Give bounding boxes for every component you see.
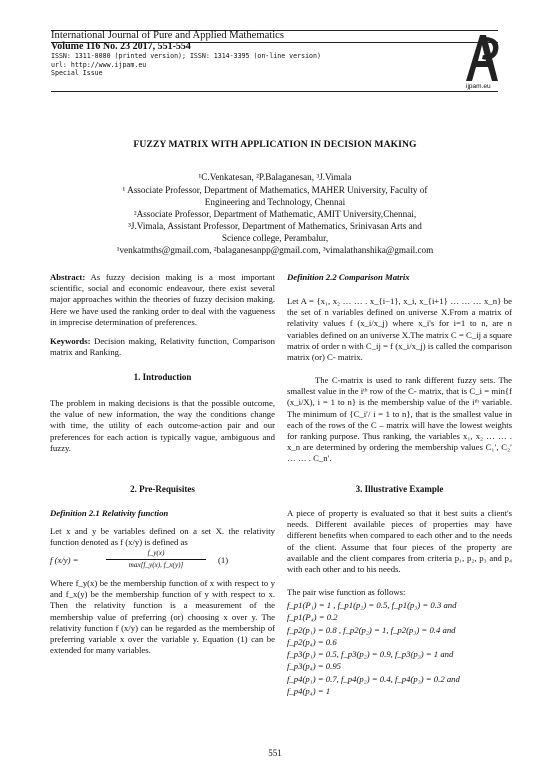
header-bottom-rule — [51, 91, 498, 92]
affiliation-3a: ³J.Vimala, Assistant Professor, Department of Mathematics, Srinivasan Arts and — [128, 221, 422, 231]
pairwise-line: f_p4(p₄) = 1 — [287, 686, 331, 697]
pairwise-line: f_p4(p₁) = 0.7, f_p4(p₂) = 0.4, f_p4(p₃) = 0.2 and — [287, 673, 460, 684]
affiliation-3b: Science college, Perambalur, — [221, 233, 329, 243]
pairwise-line: f_p2(p₁) = 0.8 , f_p2(p₂) = 1, f_p2(p₃) = 0.4 and — [287, 624, 456, 635]
keywords-text: Decision making, Relativity function, Comparison matrix and Ranking. — [50, 336, 275, 358]
abstract-label: Abstract: — [50, 272, 86, 282]
section-illustrative-example: 3. Illustrative Example — [355, 484, 444, 494]
definition-2-1-body: Where f_y(x) be the membership function of x with respect to y and f_x(y) be the membership function of y with respect to x. Then the relativity function is a measurement of the membership value of preferring (or) choosing x over y. The relativity function f (x/y) can be regarded as the membership of preferring variable x over the variable y. Equation (1) can be extended for many variables. — [50, 578, 275, 656]
formula-denominator: max[f_y(x), f_x(y)] — [128, 561, 184, 569]
keywords — [50, 336, 275, 358]
definition-2-2-title: Definition 2.2 Comparison Matrix — [287, 272, 410, 282]
volume-line: Volume 116 No. 23 2017, 551-554 — [51, 41, 191, 52]
pairwise-line: f_p3(p₁) = 0.5, f_p3(p₂) = 0.9, f_p3(p₃) = 1 and — [287, 649, 454, 660]
abstract — [50, 272, 275, 328]
pairwise-line: f_p1(P₄) = 0.2 — [287, 612, 338, 623]
pairwise-line: f_p1(P₁) = 1 , f_p1(p₂) = 0.5, f_p1(p₃) = 0.3 and — [287, 600, 457, 610]
definition-2-2-body: Let A = {x₁, x₂ … … . x_{i−1}, x_i, x_{i+1} … … … x_n} be the set of n variables defined on universe X.From a matrix of relativity values f (x_i/x_j) where x_i's for i=1 to n, are n variables defined on an universe X.The matrix C = C_ij a square matrix of order n with C_ij = f (x_i/x_j) is called the comparison matrix (or) C- matrix. — [287, 296, 512, 363]
section-prerequisites: 2. Pre-Requisites — [130, 484, 195, 494]
url-line: url: http://www.ijpam.eu — [51, 60, 147, 69]
pairwise-values — [287, 599, 512, 697]
affiliation-1b: Engineering and Technology, Chennai — [204, 197, 346, 207]
example-text: A piece of property is evaluated so that it best suits a client's needs. Different available pieces of properties may have different benefits when compared to each other and to the needs of the client. Assume that four pieces of the property are available and the client compares from criteria p₁, p₂, p₃ and p₄ with each other and to his needs. — [287, 508, 512, 575]
author-emails: ¹venkatmths@gmail.com, ²balaganesanpp@gmail.com, ³vimalathanshika@gmail.com — [116, 245, 434, 255]
page-number: 551 — [268, 748, 282, 758]
pairwise-line: f_p2(p₄) = 0.6 — [287, 636, 337, 647]
author-names: ¹C.Venkatesan, ²P.Balaganesan, ³J.Vimala — [198, 172, 352, 182]
section-introduction: 1. Introduction — [133, 372, 192, 382]
pairwise-intro: The pair wise function as follows: — [287, 587, 406, 597]
paper-title: FUZZY MATRIX WITH APPLICATION IN DECISION MAKING — [133, 139, 417, 150]
abstract-text: As fuzzy decision making is a most important scientific, social and economic endeavour, there exist several major approaches within the theories of fuzzy decision making. Here we have used the ranking order to deal with the vagueness in imprecise determination of preferences. — [50, 272, 275, 327]
pairwise-line: f_p3(p₄) = 0.95 — [287, 661, 342, 672]
definition-2-1-intro: Let x and y be variables defined on a set X. the relativity function denoted as f (x/y) is defined as — [50, 526, 275, 548]
issn-line: ISSN: 1311-8080 (printed version); ISSN: 1314-3395 (on-line version) — [51, 52, 321, 60]
equation-number: (1) — [218, 555, 229, 565]
affiliation-1a: ¹ Associate Professor, Department of Mathematics, MAHER University, Faculty of — [122, 185, 428, 195]
formula-lhs: f (x/y) = — [50, 555, 79, 565]
journal-name: International Journal of Pure and Applied Mathematics — [51, 30, 285, 41]
definition-2-2-ranking: The C-matrix is used to rank different fuzzy sets. The smallest value in the iᵗʰ row of the C- matrix, that is C_i = min{f (x_i/X), i = 1 to n} is the membership value of the iᵗʰ variable. The minimum of {C_i′/ i = 1 to n}, that is the smallest value in each of the rows of the C – matrix will have the lowest weights for ranking purpose. Thus ranking, the variables x₁, x₂ … … . x_n are determined by ordering the membership values C₁′, C₂′ … … . C_n′. — [287, 375, 512, 464]
header-mid-rule — [51, 42, 498, 43]
keywords-label: Keywords: — [50, 336, 91, 346]
journal-logo — [462, 31, 502, 83]
definition-2-1-title: Definition 2.1 Relativity function — [50, 508, 169, 518]
affiliation-2: ²Associate Professor, Department of Mathematic, AMIT University,Chennai, — [133, 209, 417, 219]
header-top-rule — [51, 30, 498, 31]
formula-numerator: f_y(x) — [147, 549, 165, 557]
special-issue-line: Special Issue — [51, 69, 103, 78]
logo-url: ijpam.eu — [466, 83, 491, 90]
journal-header — [51, 30, 321, 78]
relativity-formula — [50, 549, 275, 573]
introduction-text: The problem in making decisions is that the possible outcome, the value of new information, the way the conditions change with time, the utility of each outcome-action pair and our preferences for each action is typically vague, ambiguous and fuzzy. — [50, 398, 275, 453]
